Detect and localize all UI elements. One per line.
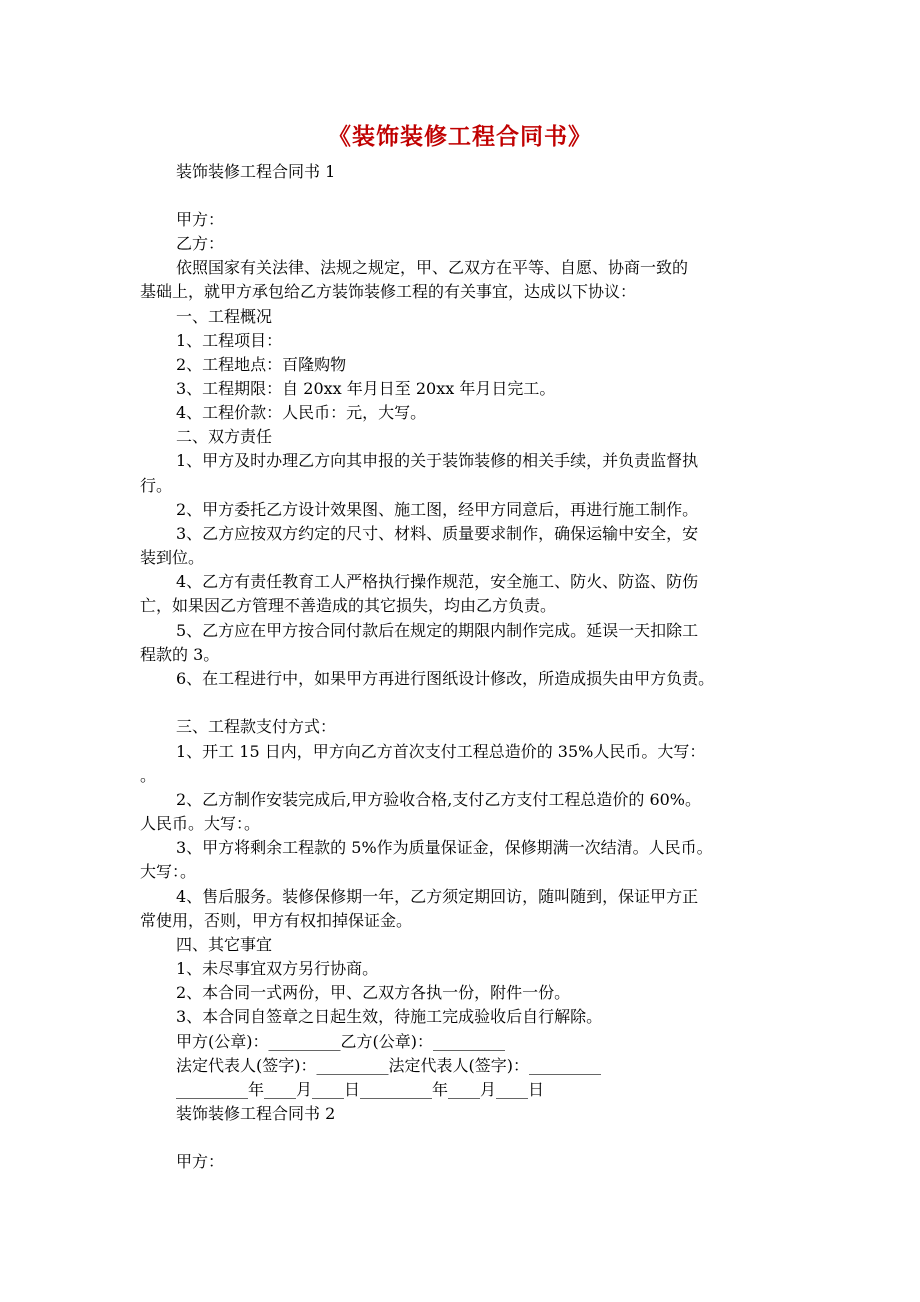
section-3-item-3-line-2: 大写：。 bbox=[140, 862, 197, 881]
section-2-heading: 二、双方责任 bbox=[176, 427, 273, 446]
party-a-label-2: 甲方： bbox=[176, 1152, 225, 1171]
section-4-item-3: 3、本合同自签章之日起生效，待施工完成验收后自行解除。 bbox=[176, 1007, 603, 1026]
contract-1-heading: 装饰装修工程合同书 1 bbox=[176, 162, 336, 181]
signature-line-dates: _________年____月____日_________年____月____日 bbox=[176, 1080, 545, 1099]
intro-paragraph-line-1: 依照国家有关法律、法规之规定，甲、乙双方在平等、自愿、协商一致的 bbox=[176, 258, 689, 277]
party-b-label: 乙方： bbox=[176, 234, 225, 253]
section-3-item-2-line-2: 人民币。大写：。 bbox=[140, 814, 261, 833]
section-2-item-4-line-2: 亡，如果因乙方管理不善造成的其它损失，均由乙方负责。 bbox=[140, 596, 557, 615]
section-2-item-3-line-2: 装到位。 bbox=[140, 548, 205, 567]
section-2-item-3-line-1: 3、乙方应按双方约定的尺寸、材料、质量要求制作，确保运输中安全，安 bbox=[176, 524, 699, 543]
section-3-item-4-line-2: 常使用，否则，甲方有权扣掉保证金。 bbox=[140, 911, 413, 930]
section-2-item-2: 2、甲方委托乙方设计效果图、施工图，经甲方同意后，再进行施工制作。 bbox=[176, 500, 699, 519]
section-3-item-1-line-1: 1、开工 15 日内，甲方向乙方首次支付工程总造价的 35%人民币。大写： bbox=[176, 742, 706, 761]
section-3-heading: 三、工程款支付方式： bbox=[176, 717, 337, 736]
section-3-item-4-line-1: 4、售后服务。装修保修期一年，乙方须定期回访，随叫随到，保证甲方正 bbox=[176, 887, 699, 906]
section-2-item-5-line-1: 5、乙方应在甲方按合同付款后在规定的期限内制作完成。延误一天扣除工 bbox=[176, 621, 699, 640]
section-4-heading: 四、其它事宜 bbox=[176, 935, 273, 954]
section-3-item-3-line-1: 3、甲方将剩余工程款的 5%作为质量保证金，保修期满一次结清。人民币。 bbox=[176, 838, 713, 857]
section-1-heading: 一、工程概况 bbox=[176, 307, 273, 326]
section-1-item-3: 3、工程期限：自 20xx 年月日至 20xx 年月日完工。 bbox=[176, 379, 556, 398]
intro-paragraph-line-2: 基础上，就甲方承包给乙方装饰装修工程的有关事宜，达成以下协议： bbox=[140, 282, 637, 301]
section-2-item-4-line-1: 4、乙方有责任教育工人严格执行操作规范，安全施工、防火、防盗、防伤 bbox=[176, 572, 699, 591]
section-3-item-2-line-1: 2、乙方制作安装完成后,甲方验收合格,支付乙方支付工程总造价的 60%。 bbox=[176, 790, 702, 809]
section-4-item-1: 1、未尽事宜双方另行协商。 bbox=[176, 959, 379, 978]
section-1-item-1: 1、工程项目： bbox=[176, 331, 283, 350]
section-2-item-5-line-2: 程款的 3。 bbox=[140, 645, 220, 664]
section-1-item-2: 2、工程地点：百隆购物 bbox=[176, 355, 347, 374]
signature-line-seals: 甲方(公章)：_________乙方(公章)：_________ bbox=[176, 1032, 505, 1051]
document-title: 《装饰装修工程合同书》 bbox=[328, 123, 592, 150]
section-2-item-1-line-1: 1、甲方及时办理乙方向其申报的关于装饰装修的相关手续，并负责监督执 bbox=[176, 451, 699, 470]
party-a-label: 甲方： bbox=[176, 210, 225, 229]
section-3-item-1-line-2: 。 bbox=[140, 766, 157, 785]
contract-2-heading: 装饰装修工程合同书 2 bbox=[176, 1104, 336, 1123]
signature-line-representatives: 法定代表人(签字)：_________法定代表人(签字)：_________ bbox=[176, 1056, 601, 1075]
section-2-item-1-line-2: 行。 bbox=[140, 476, 173, 495]
section-4-item-2: 2、本合同一式两份，甲、乙双方各执一份，附件一份。 bbox=[176, 983, 571, 1002]
section-2-item-6: 6、在工程进行中，如果甲方再进行图纸设计修改，所造成损失由甲方负责。 bbox=[176, 669, 715, 688]
section-1-item-4: 4、工程价款：人民币：元，大写。 bbox=[176, 403, 427, 422]
